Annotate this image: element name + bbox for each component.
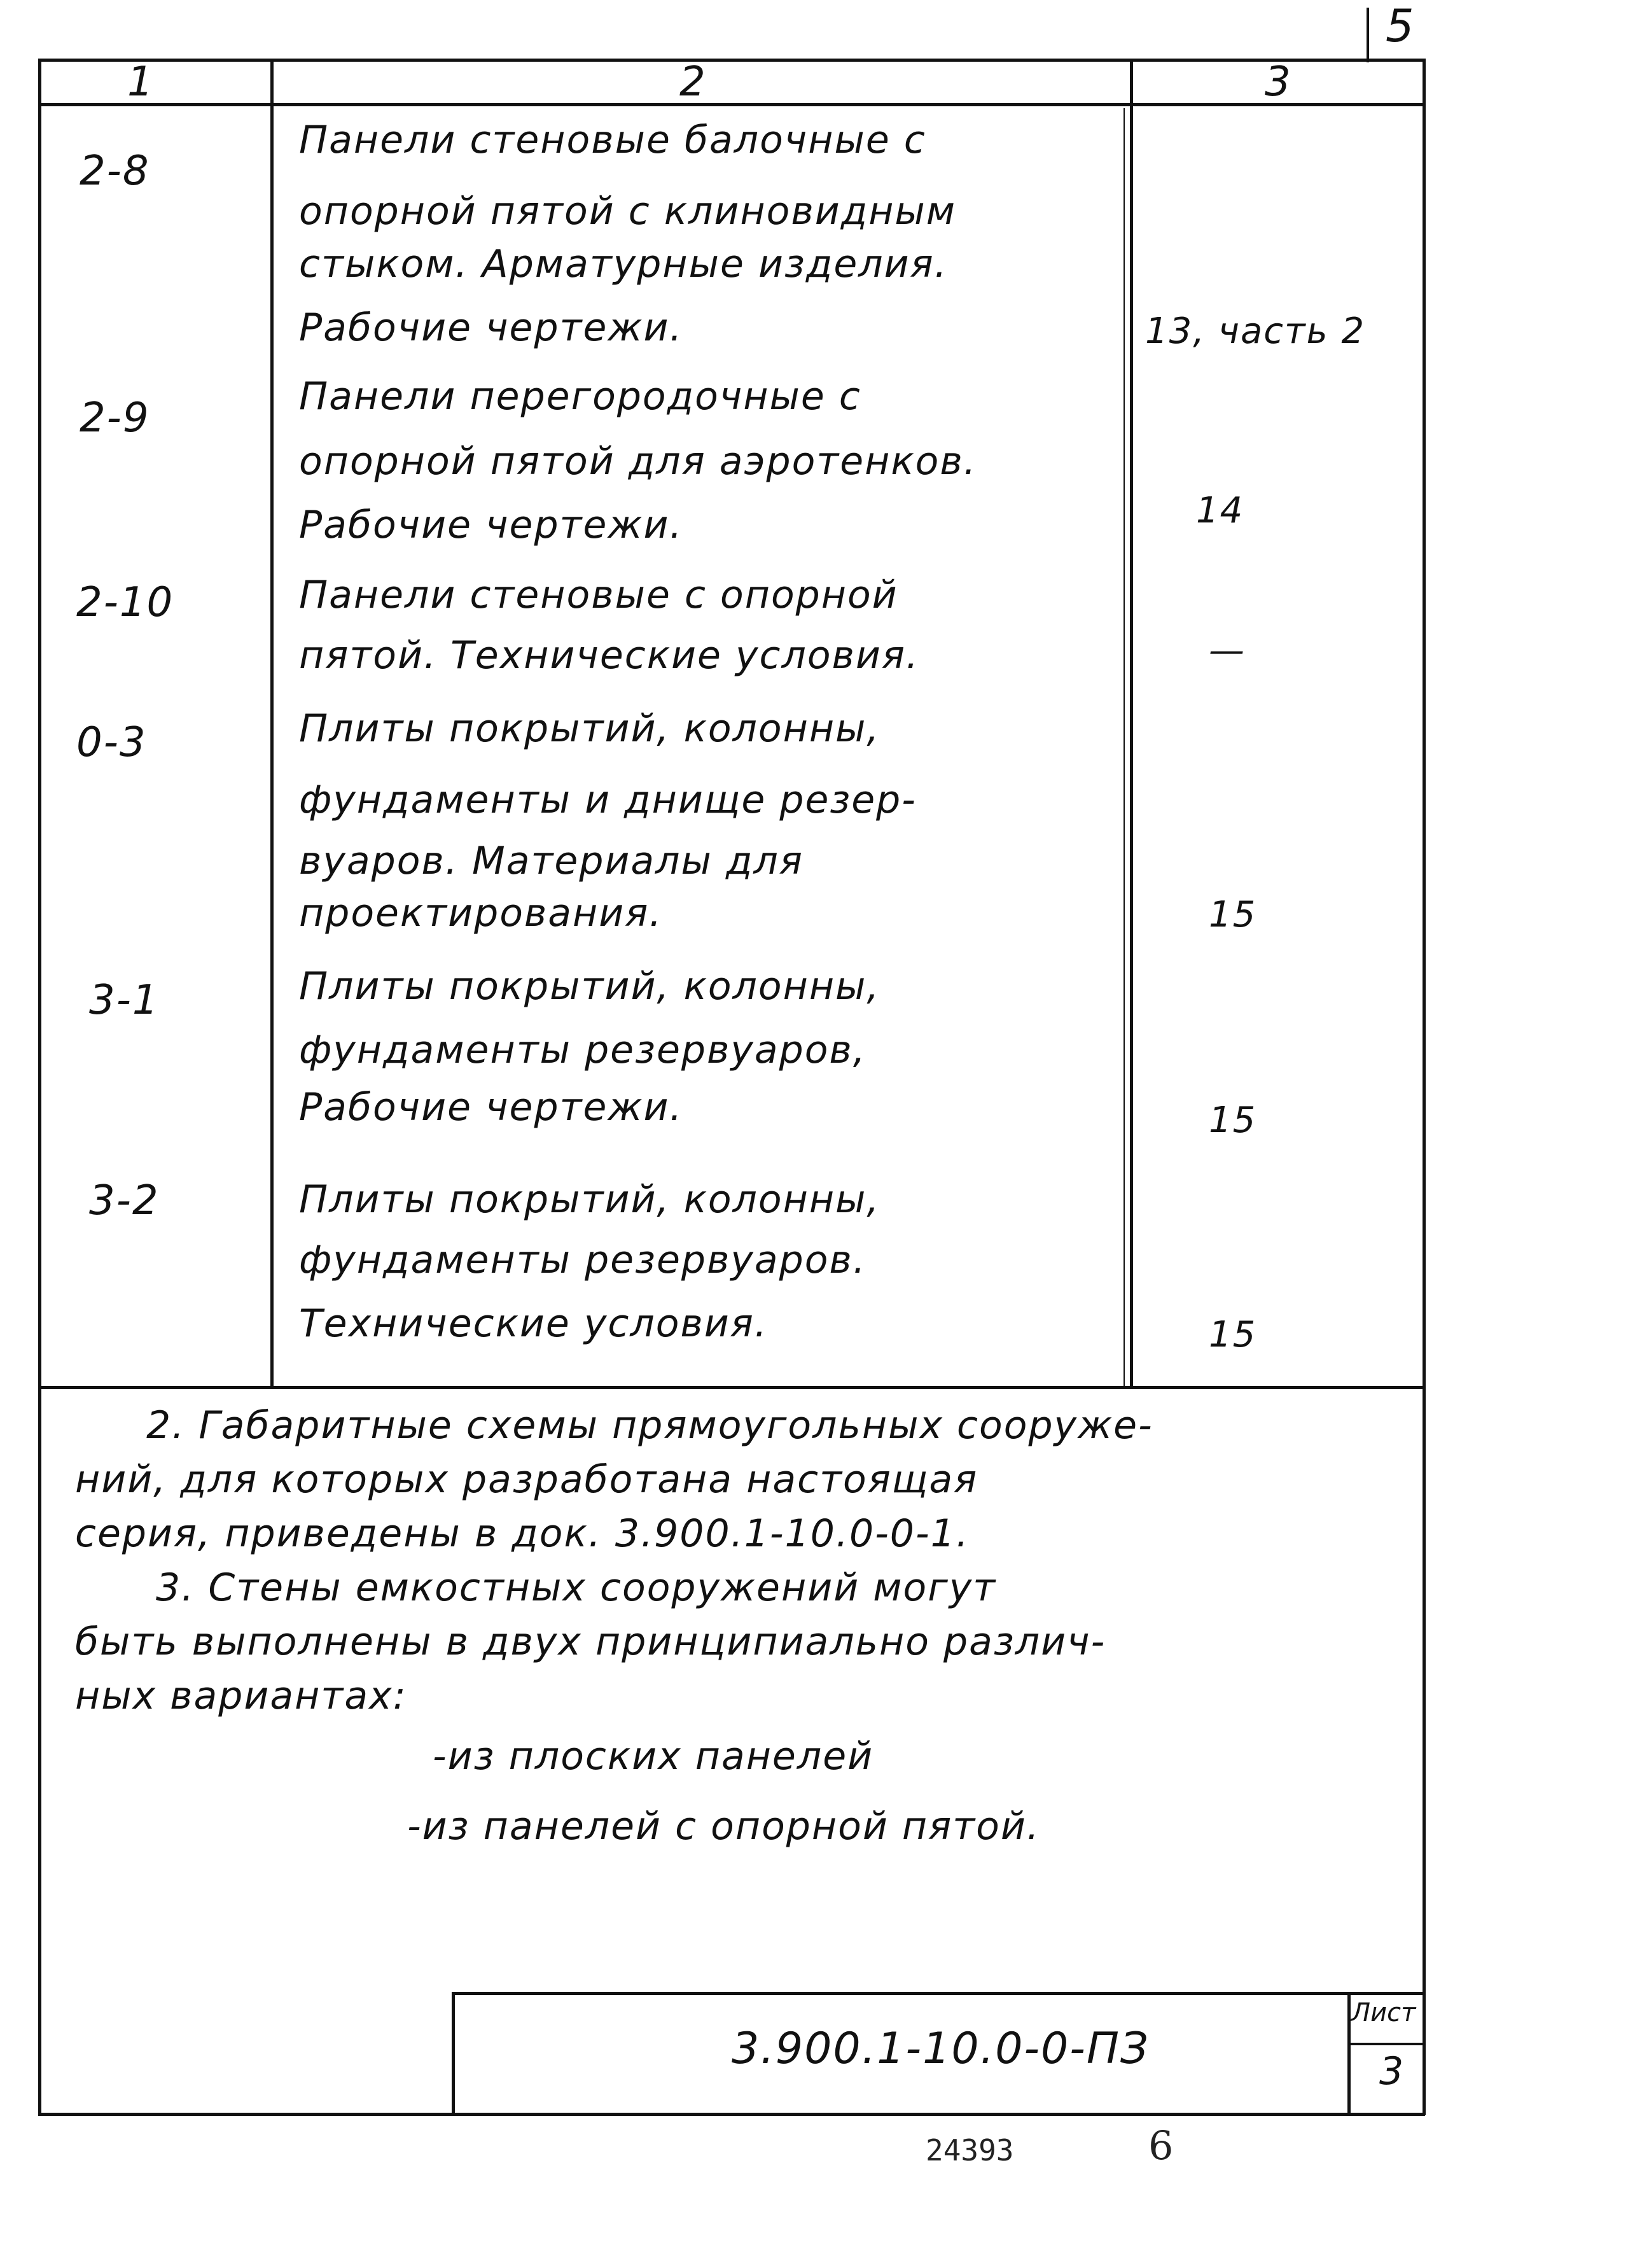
row-desc-line: Рабочие чертежи. (299, 1085, 683, 1130)
inventory-number: 24393 (926, 2133, 1014, 2167)
row-ref: 15 (1209, 1100, 1257, 1141)
note-line: 3. Стены емкостных сооружений могут (156, 1565, 997, 1610)
row-ref: 15 (1209, 894, 1257, 935)
column-header-3: 3 (1265, 59, 1292, 106)
row-desc-line: фундаменты резервуаров, (299, 1028, 866, 1072)
row-ref: 13, часть 2 (1145, 311, 1366, 352)
row-code: 3-2 (89, 1177, 160, 1224)
row-code: 2-9 (80, 395, 150, 442)
header-bottom-border (38, 103, 1425, 106)
note-line: серия, приведены в док. 3.900.1-10.0-0-1. (75, 1511, 970, 1556)
column-divider-1 (270, 59, 274, 1387)
table-bottom-border (38, 1386, 1425, 1389)
table-top-border (38, 59, 1425, 62)
row-desc-line: Рабочие чертежи. (299, 305, 683, 350)
frame-bottom-border (38, 2113, 1425, 2116)
row-desc-line: Технические условия. (299, 1301, 768, 1346)
row-desc-line: пятой. Технические условия. (299, 633, 920, 678)
row-desc-line: Панели стеновые балочные с (299, 118, 926, 162)
column-header-1: 1 (127, 59, 155, 106)
row-code: 3-1 (89, 977, 160, 1024)
row-desc-line: опорной пятой с клиновидным (299, 189, 957, 234)
column-divider-2-inner (1124, 108, 1125, 1386)
document-designation: 3.900.1-10.0-0-ПЗ (732, 2024, 1150, 2074)
title-block-left-border (452, 1992, 455, 2115)
row-desc-line: Плиты покрытий, колонны, (299, 706, 880, 751)
row-desc-line: опорной пятой для аэротенков. (299, 439, 977, 484)
note-line: -из панелей с опорной пятой. (407, 1804, 1040, 1849)
sheet-number: 3 (1379, 2049, 1405, 2094)
row-desc-line: стыком. Арматурные изделия. (299, 242, 948, 286)
title-block-top-border (452, 1992, 1425, 1995)
corner-tick-line (1367, 8, 1369, 62)
corner-page-number: 5 (1386, 0, 1416, 52)
row-desc-line: Плиты покрытий, колонны, (299, 1177, 880, 1222)
footer-page-number: 6 (1148, 2122, 1174, 2169)
frame-right-border (1423, 59, 1426, 2115)
title-block-sheet-label-underline (1347, 2043, 1424, 2045)
note-line: ний, для которых разработана настоящая (75, 1457, 978, 1502)
frame-left-border (38, 59, 41, 2115)
column-header-2: 2 (679, 59, 707, 106)
row-desc-line: фундаменты резервуаров. (299, 1238, 866, 1282)
row-desc-line: фундаменты и днище резер- (299, 778, 917, 822)
row-desc-line: Панели стеновые с опорной (299, 573, 898, 617)
row-desc-line: вуаров. Материалы для (299, 839, 804, 883)
sheet-label: Лист (1351, 1998, 1416, 2027)
row-desc-line: Плиты покрытий, колонны, (299, 964, 880, 1009)
row-ref: 15 (1209, 1314, 1257, 1355)
row-desc-line: Панели перегородочные с (299, 374, 861, 419)
note-line: быть выполнены в двух принципиально различ- (75, 1620, 1106, 1664)
row-ref: — (1209, 630, 1246, 671)
row-desc-line: Рабочие чертежи. (299, 503, 683, 547)
note-line: ных вариантах: (75, 1674, 407, 1718)
row-ref: 14 (1196, 490, 1244, 531)
row-code: 0-3 (76, 719, 147, 766)
row-desc-line: проектирования. (299, 891, 663, 935)
column-divider-2 (1130, 59, 1133, 1387)
note-line: -из плоских панелей (433, 1734, 874, 1779)
note-line: 2. Габаритные схемы прямоугольных сооруже- (146, 1403, 1153, 1448)
row-code: 2-8 (80, 148, 150, 195)
title-block-sheet-divider (1347, 1992, 1351, 2115)
row-code: 2-10 (76, 579, 174, 626)
